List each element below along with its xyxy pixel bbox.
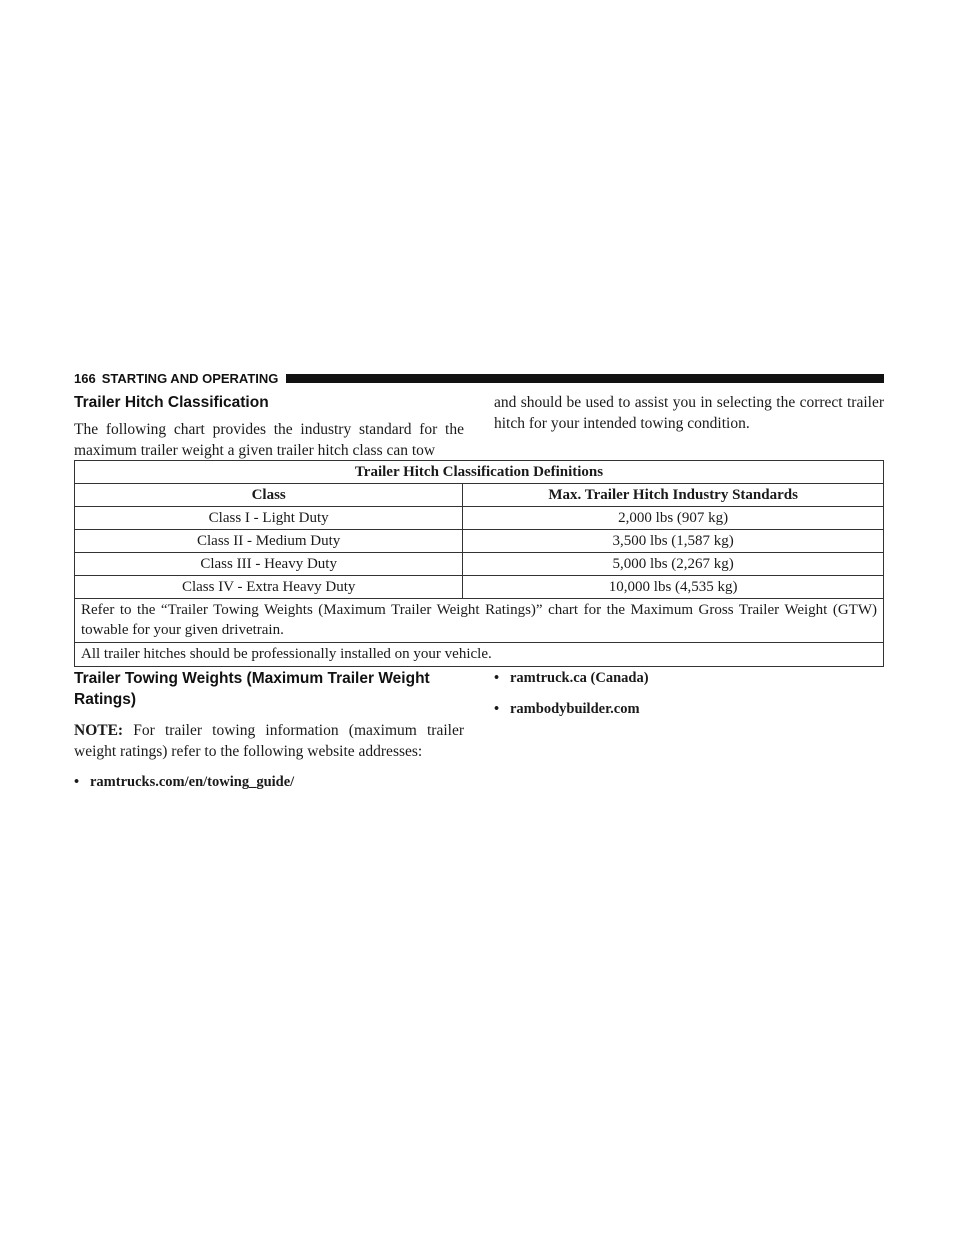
table-note-install: All trailer hitches should be professionally installed on your vehicle. (75, 643, 884, 667)
website-link[interactable]: ramtrucks.com/en/towing_guide/ (90, 774, 295, 790)
page-header (74, 368, 884, 388)
website-list-right (494, 668, 884, 720)
list-item (494, 668, 884, 689)
column-header-class: Class (75, 484, 463, 507)
bullet-icon: • (74, 774, 80, 790)
note-text: For trailer towing information (maximum trailer weight ratings) refer to the following website addresses: (74, 722, 464, 760)
website-list-left (74, 772, 464, 793)
weight-cell: 10,000 lbs (4,535 kg) (463, 576, 884, 599)
bullet-icon: • (494, 701, 500, 717)
table-row (75, 507, 884, 530)
note-paragraph (74, 720, 464, 762)
section2-right-column (494, 668, 884, 720)
class-cell: Class II - Medium Duty (75, 530, 463, 553)
website-link[interactable]: ramtruck.ca (Canada) (510, 670, 649, 686)
class-cell: Class III - Heavy Duty (75, 553, 463, 576)
column-header-standards: Max. Trailer Hitch Industry Standards (463, 484, 884, 507)
website-link[interactable]: rambodybuilder.com (510, 701, 640, 717)
section1-paragraph-right: and should be used to assist you in selecting the correct trailer hitch for your intended towing condition. (494, 394, 884, 432)
section1-right-column (494, 392, 884, 434)
header-rule (286, 374, 884, 383)
list-item (494, 699, 884, 720)
weight-cell: 2,000 lbs (907 kg) (463, 507, 884, 530)
section1-left-column (74, 392, 464, 461)
table-title: Trailer Hitch Classification Definitions (75, 461, 884, 484)
section1-paragraph-left: The following chart provides the industry standard for the maximum trailer weight a given trailer hitch class can tow (74, 421, 464, 459)
page-number: 166 (74, 370, 96, 386)
class-cell: Class I - Light Duty (75, 507, 463, 530)
note-label: NOTE: (74, 722, 124, 739)
class-cell: Class IV - Extra Heavy Duty (75, 576, 463, 599)
table-row (75, 576, 884, 599)
table-note-gtw: Refer to the “Trailer Towing Weights (Maximum Trailer Weight Ratings)” chart for the Maximum Gross Trailer Weight (GTW) towable for your given drivetrain. (75, 599, 884, 643)
section1-heading: Trailer Hitch Classification (74, 394, 269, 411)
section2-left-column (74, 668, 464, 793)
weight-cell: 5,000 lbs (2,267 kg) (463, 553, 884, 576)
bullet-icon: • (494, 670, 500, 686)
list-item (74, 772, 464, 793)
section-title: STARTING AND OPERATING (101, 370, 279, 386)
table-row (75, 530, 884, 553)
section2-heading: Trailer Towing Weights (Maximum Trailer Weight Ratings) (74, 670, 430, 708)
hitch-classification-table (74, 460, 884, 667)
table-row (75, 553, 884, 576)
weight-cell: 3,500 lbs (1,587 kg) (463, 530, 884, 553)
